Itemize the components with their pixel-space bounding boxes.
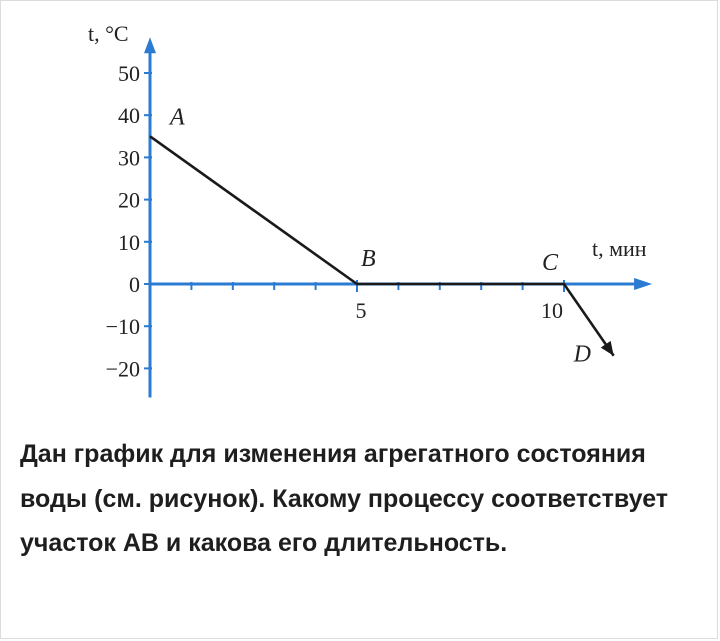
- y-tick-label: 50: [118, 61, 140, 86]
- y-tick-label: 0: [129, 272, 140, 297]
- y-tick-label: 30: [118, 145, 140, 171]
- chart-ticks: [144, 73, 564, 368]
- point-label-b: B: [361, 246, 376, 272]
- y-tick-label: 40: [118, 103, 140, 129]
- y-tick-label: −20: [105, 356, 140, 382]
- x-axis-title: t, мин: [592, 236, 647, 261]
- point-label-a: A: [170, 104, 185, 131]
- point-label-c: C: [542, 250, 559, 276]
- x-tick-label: 10: [541, 298, 563, 323]
- x-tick-label: 5: [355, 298, 367, 323]
- point-label-d: D: [573, 341, 592, 368]
- y-tick-label: 20: [118, 187, 140, 213]
- question-text: Дан график для изменения агрегатного состояния воды (см. рисунок). Какому процессу соответствует участок АВ и какова его длительность.: [20, 440, 669, 557]
- x-axis-arrow: [634, 278, 652, 290]
- y-tick-label: 10: [118, 229, 140, 255]
- chart-labels: [88, 21, 647, 381]
- y-axis-arrow: [144, 37, 156, 53]
- y-axis-title: t, °C: [88, 21, 129, 47]
- y-tick-label: −10: [105, 314, 140, 340]
- line-end-arrow: [601, 341, 614, 356]
